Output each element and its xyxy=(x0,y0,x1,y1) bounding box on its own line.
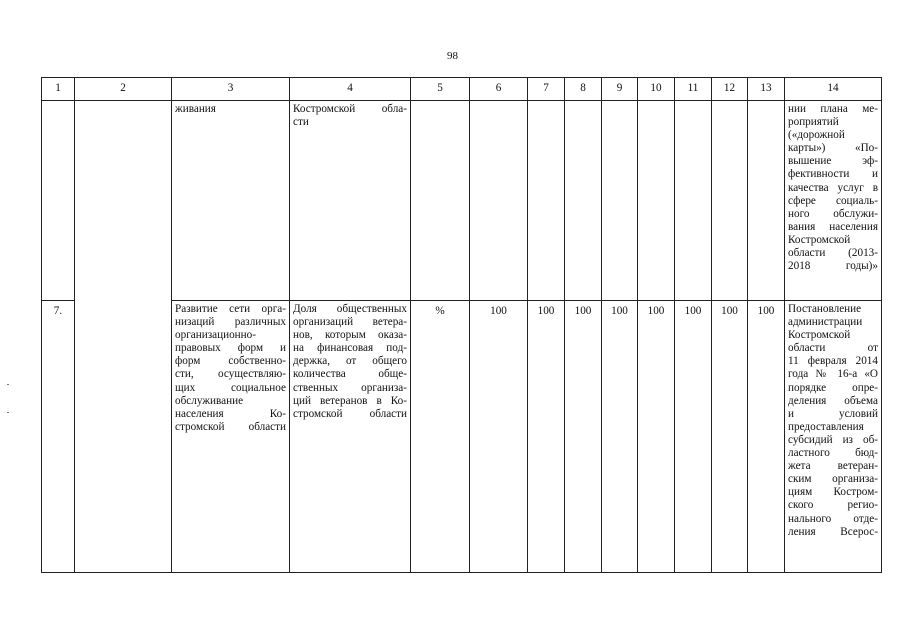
scan-artifact xyxy=(7,384,9,385)
column-number: 12 xyxy=(712,78,748,101)
page-number: 98 xyxy=(447,50,458,62)
value-cell: 100 xyxy=(528,301,565,573)
column-number: 5 xyxy=(411,78,470,101)
program-cell xyxy=(75,101,172,573)
column-number: 3 xyxy=(172,78,290,101)
indicator-cell: Доля общественных организаций ветера- нов, которым оказа- на финансовая под- держка, от общего количества обще- ственных организа- ций ветеранов в Ко- стромской области xyxy=(290,301,411,573)
value-cell xyxy=(602,101,638,301)
value-cell: 100 xyxy=(638,301,675,573)
column-numbers-row xyxy=(42,78,882,101)
indicators-table xyxy=(41,77,882,573)
value-cell xyxy=(675,101,712,301)
column-number: 10 xyxy=(638,78,675,101)
value-cell xyxy=(528,101,565,301)
table-row-continuation xyxy=(42,101,882,301)
column-number: 2 xyxy=(75,78,172,101)
unit-cell xyxy=(411,101,470,301)
column-number: 7 xyxy=(528,78,565,101)
row-number-cell xyxy=(42,101,75,301)
measure-cell: живания xyxy=(172,101,290,301)
value-cell: 100 xyxy=(675,301,712,573)
column-number: 6 xyxy=(470,78,528,101)
value-cell xyxy=(565,101,602,301)
column-number: 9 xyxy=(602,78,638,101)
column-number: 13 xyxy=(748,78,785,101)
value-cell xyxy=(638,101,675,301)
column-number: 11 xyxy=(675,78,712,101)
value-cell xyxy=(748,101,785,301)
value-cell: 100 xyxy=(470,301,528,573)
indicator-cell: Костромской обла- сти xyxy=(290,101,411,301)
value-cell: 100 xyxy=(565,301,602,573)
value-cell: 100 xyxy=(602,301,638,573)
basis-document-cell: нии плана ме- роприятий («дорожной карты») «По- вышение эф- фективности и качества услуг в сфере социаль- ного обслужи- вания населения Костромской области (2013- 2018 годы)» xyxy=(785,101,882,301)
scan-artifact xyxy=(7,412,9,413)
column-number: 8 xyxy=(565,78,602,101)
column-number: 4 xyxy=(290,78,411,101)
row-number-cell: 7. xyxy=(42,301,75,573)
value-cell: 100 xyxy=(712,301,748,573)
value-cell xyxy=(712,101,748,301)
column-number: 14 xyxy=(785,78,882,101)
basis-document-cell: Постановление администрации Костромской области от 11 февраля 2014 года № 16-а «О порядке опре- деления объема и условий предоставления субсидий из об- ластного бюд- жета ветеран- ским организа- циям Костром- ского регио- нального отде- ления Всерос- xyxy=(785,301,882,573)
value-cell xyxy=(470,101,528,301)
column-number: 1 xyxy=(42,78,75,101)
value-cell: 100 xyxy=(748,301,785,573)
measure-cell: Развитие сети орга- низаций различных организационно- правовых форм и форм собственно- сти, осуществляю- щих социальное обслуживание населения Ко- стромской области xyxy=(172,301,290,573)
unit-cell: % xyxy=(411,301,470,573)
